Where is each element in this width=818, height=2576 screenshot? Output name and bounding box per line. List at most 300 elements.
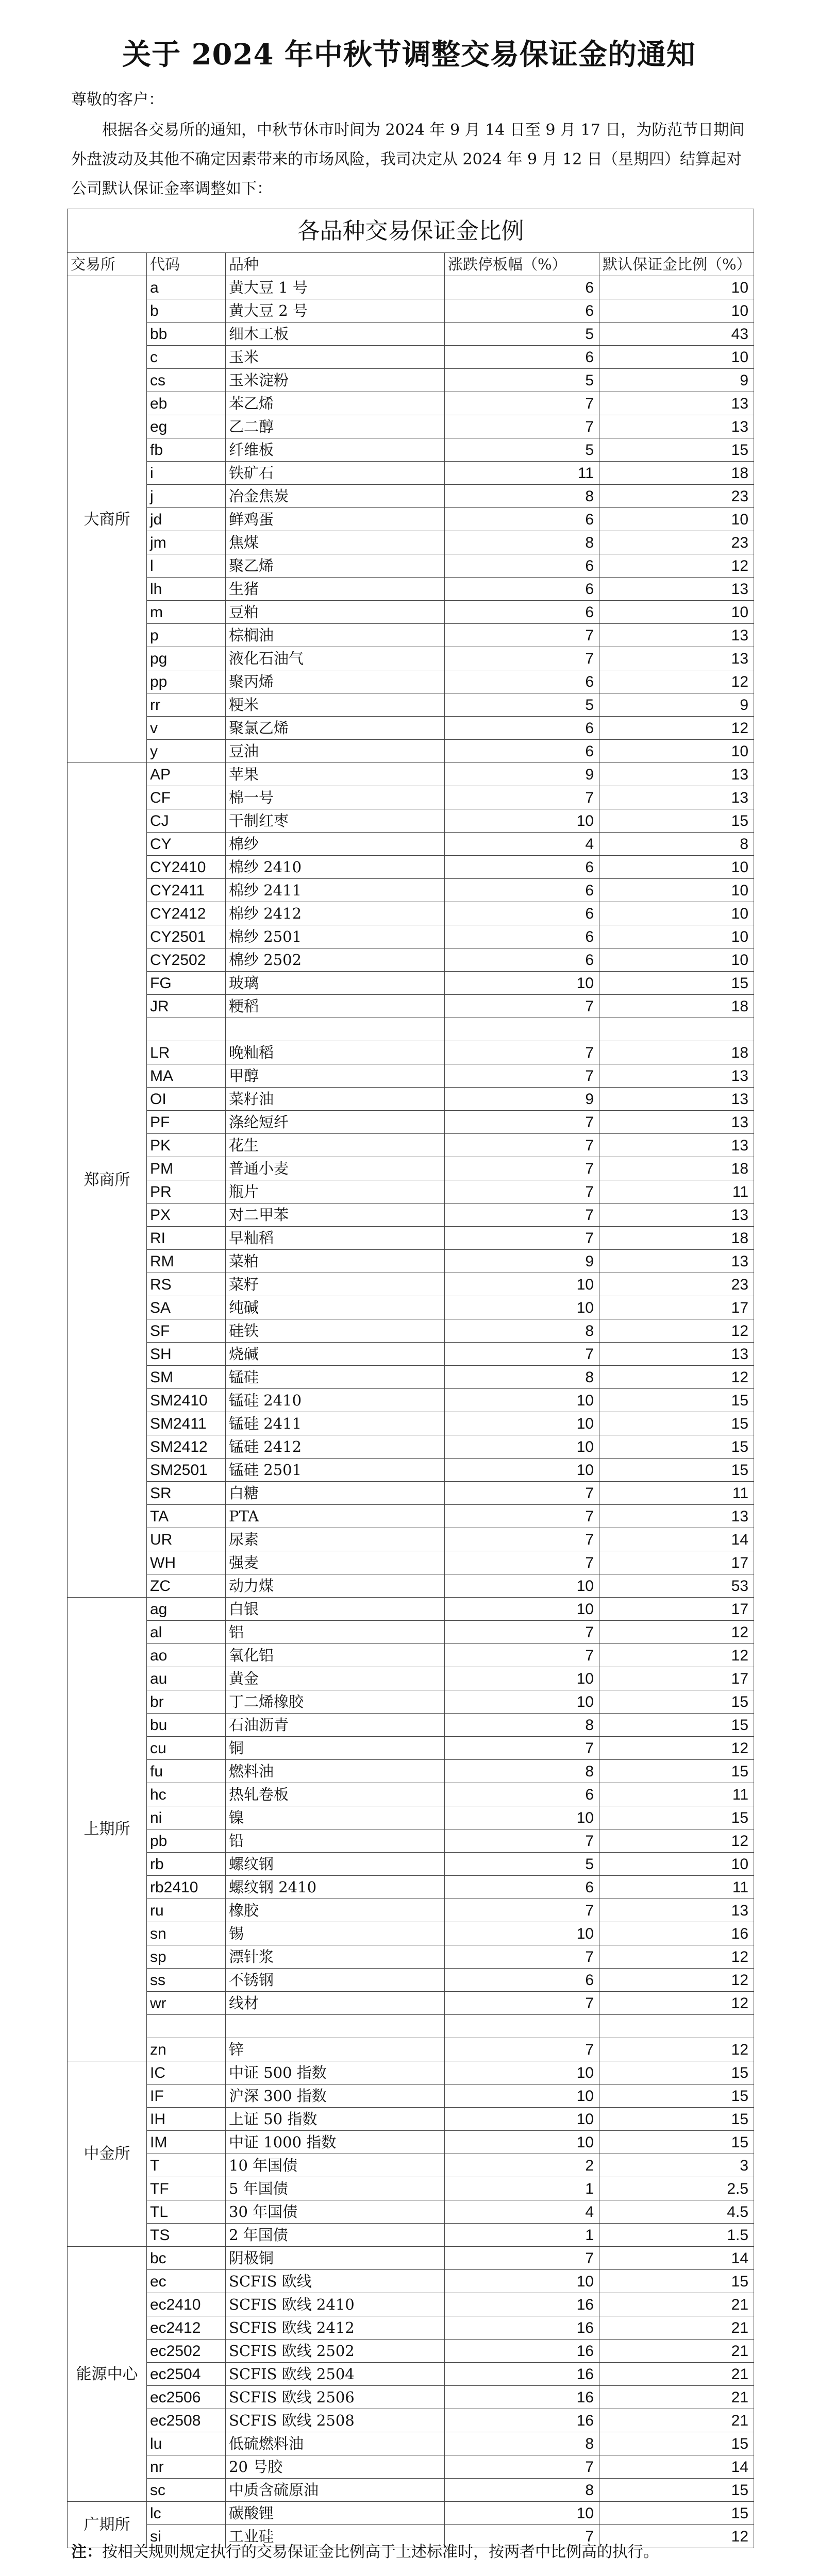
- code-cell: IM: [147, 2131, 226, 2154]
- code-cell: au: [147, 1667, 226, 1690]
- limit-cell: 7: [445, 1899, 599, 1922]
- product-cell: 线材: [226, 1992, 445, 2015]
- margin-table: [67, 209, 754, 2548]
- product-cell: 粳稻: [226, 995, 445, 1018]
- code-cell: j: [147, 485, 226, 508]
- limit-cell: 10: [445, 2084, 599, 2108]
- product-cell: 棉一号: [226, 786, 445, 809]
- code-cell: rb2410: [147, 1876, 226, 1899]
- product-cell: 菜籽油: [226, 1088, 445, 1111]
- limit-cell: 6: [445, 346, 599, 369]
- margin-cell: 15: [599, 1806, 754, 1829]
- limit-cell: 7: [445, 1343, 599, 1366]
- code-cell: [147, 2015, 226, 2038]
- table-row: [68, 1366, 754, 1389]
- limit-cell: 10: [445, 1273, 599, 1296]
- product-cell: 甲醇: [226, 1064, 445, 1088]
- limit-cell: 1: [445, 2177, 599, 2200]
- limit-cell: 7: [445, 1621, 599, 1644]
- table-row: [68, 1598, 754, 1621]
- table-row: [68, 346, 754, 369]
- margin-cell: 15: [599, 972, 754, 995]
- table-row: [68, 2455, 754, 2479]
- code-cell: y: [147, 740, 226, 763]
- limit-cell: 6: [445, 601, 599, 624]
- code-cell: SA: [147, 1296, 226, 1319]
- table-row: [68, 1412, 754, 1435]
- code-cell: nr: [147, 2455, 226, 2479]
- product-cell: 锰硅 2501: [226, 1459, 445, 1482]
- code-cell: hc: [147, 1783, 226, 1806]
- limit-cell: 10: [445, 1667, 599, 1690]
- table-row: [68, 1134, 754, 1157]
- limit-cell: 16: [445, 2386, 599, 2409]
- table-row: [68, 1435, 754, 1459]
- margin-cell: 12: [599, 1829, 754, 1853]
- table-row: [68, 2108, 754, 2131]
- table-row: [68, 1574, 754, 1598]
- product-cell: 黄大豆 1 号: [226, 276, 445, 299]
- product-cell: 铁矿石: [226, 462, 445, 485]
- limit-cell: 10: [445, 1459, 599, 1482]
- limit-cell: 7: [445, 1227, 599, 1250]
- table-row: [68, 554, 754, 578]
- table-row: [68, 1180, 754, 1204]
- product-cell: 玉米淀粉: [226, 369, 445, 392]
- table-row: [68, 1899, 754, 1922]
- code-cell: CY: [147, 833, 226, 856]
- code-cell: sp: [147, 1945, 226, 1969]
- product-cell: 细木工板: [226, 323, 445, 346]
- code-cell: SM2501: [147, 1459, 226, 1482]
- code-cell: TA: [147, 1505, 226, 1528]
- margin-cell: 10: [599, 879, 754, 902]
- margin-cell: 15: [599, 809, 754, 833]
- limit-cell: 10: [445, 1690, 599, 1714]
- code-cell: a: [147, 276, 226, 299]
- table-row: [68, 879, 754, 902]
- limit-cell: 7: [445, 1041, 599, 1064]
- product-cell: 豆油: [226, 740, 445, 763]
- margin-cell: 11: [599, 1482, 754, 1505]
- code-cell: jm: [147, 531, 226, 554]
- margin-cell: 12: [599, 1319, 754, 1343]
- code-cell: FG: [147, 972, 226, 995]
- code-cell: SH: [147, 1343, 226, 1366]
- code-cell: l: [147, 554, 226, 578]
- table-row: [68, 995, 754, 1018]
- exchange-cell: 能源中心: [68, 2247, 147, 2502]
- code-cell: [147, 1018, 226, 1041]
- table-row: [68, 1690, 754, 1714]
- table-row: [68, 1667, 754, 1690]
- code-cell: bc: [147, 2247, 226, 2270]
- limit-cell: 7: [445, 1180, 599, 1204]
- margin-cell: 23: [599, 1273, 754, 1296]
- margin-cell: 17: [599, 1296, 754, 1319]
- margin-cell: 21: [599, 2409, 754, 2432]
- limit-cell: 7: [445, 2525, 599, 2548]
- code-cell: cs: [147, 369, 226, 392]
- margin-cell: 15: [599, 2270, 754, 2293]
- limit-cell: 7: [445, 1134, 599, 1157]
- code-cell: PK: [147, 1134, 226, 1157]
- margin-cell: 10: [599, 925, 754, 948]
- code-cell: ni: [147, 1806, 226, 1829]
- margin-cell: 15: [599, 1459, 754, 1482]
- table-row: [68, 1505, 754, 1528]
- margin-cell: 15: [599, 1412, 754, 1435]
- table-row: [68, 2479, 754, 2502]
- code-cell: ec: [147, 2270, 226, 2293]
- margin-cell: 18: [599, 1041, 754, 1064]
- table-row: [68, 2131, 754, 2154]
- limit-cell: 10: [445, 1598, 599, 1621]
- table-row: [68, 856, 754, 879]
- product-cell: 黄大豆 2 号: [226, 299, 445, 323]
- code-cell: IF: [147, 2084, 226, 2108]
- margin-cell: 10: [599, 1853, 754, 1876]
- table-row: [68, 948, 754, 972]
- limit-cell: 7: [445, 1111, 599, 1134]
- code-cell: si: [147, 2525, 226, 2548]
- limit-cell: 6: [445, 948, 599, 972]
- margin-cell: 12: [599, 1621, 754, 1644]
- limit-cell: 4: [445, 2200, 599, 2224]
- code-cell: pp: [147, 670, 226, 693]
- table-row: [68, 1714, 754, 1737]
- table-row: [68, 1806, 754, 1829]
- product-cell: 螺纹钢 2410: [226, 1876, 445, 1899]
- margin-cell: 18: [599, 462, 754, 485]
- product-cell: SCFIS 欧线 2504: [226, 2363, 445, 2386]
- margin-cell: 13: [599, 392, 754, 415]
- table-row: [68, 2084, 754, 2108]
- table-row: [68, 1644, 754, 1667]
- margin-cell: 12: [599, 1992, 754, 2015]
- product-cell: 对二甲苯: [226, 1204, 445, 1227]
- margin-cell: 11: [599, 1876, 754, 1899]
- limit-cell: 8: [445, 2432, 599, 2455]
- table-row: [68, 508, 754, 531]
- product-cell: 苯乙烯: [226, 392, 445, 415]
- margin-cell: 13: [599, 1204, 754, 1227]
- limit-cell: 10: [445, 972, 599, 995]
- table-row: [68, 1319, 754, 1343]
- table-row: [68, 1922, 754, 1945]
- product-cell: 棉纱 2411: [226, 879, 445, 902]
- table-row: [68, 1227, 754, 1250]
- product-cell: 花生: [226, 1134, 445, 1157]
- product-cell: 橡胶: [226, 1899, 445, 1922]
- code-cell: PM: [147, 1157, 226, 1180]
- product-cell: 聚乙烯: [226, 554, 445, 578]
- code-cell: TL: [147, 2200, 226, 2224]
- table-row: [68, 1992, 754, 2015]
- limit-cell: 7: [445, 1551, 599, 1574]
- code-cell: pb: [147, 1829, 226, 1853]
- product-cell: 纯碱: [226, 1296, 445, 1319]
- code-cell: pg: [147, 647, 226, 670]
- intro-paragraph: 根据各交易所的通知，中秋节休市时间为 2024 年 9 月 14 日至 9 月 17 日，为防范节日期间外盘波动及其他不确定因素带来的市场风险，我司决定从 2024 年 9 月 12 日（星期四）结算起对公司默认保证金率调整如下：: [71, 121, 745, 198]
- product-cell: 焦煤: [226, 531, 445, 554]
- code-cell: SM2410: [147, 1389, 226, 1412]
- product-cell: 上证 50 指数: [226, 2108, 445, 2131]
- product-cell: 普通小麦: [226, 1157, 445, 1180]
- margin-cell: 2.5: [599, 2177, 754, 2200]
- table-row: [68, 833, 754, 856]
- code-cell: rr: [147, 693, 226, 717]
- product-cell: 中质含硫原油: [226, 2479, 445, 2502]
- limit-cell: 7: [445, 624, 599, 647]
- limit-cell: 10: [445, 1412, 599, 1435]
- code-cell: SM: [147, 1366, 226, 1389]
- limit-cell: 7: [445, 1945, 599, 1969]
- margin-cell: 8: [599, 833, 754, 856]
- code-cell: CJ: [147, 809, 226, 833]
- limit-cell: 8: [445, 1319, 599, 1343]
- margin-cell: 13: [599, 1088, 754, 1111]
- code-cell: sn: [147, 1922, 226, 1945]
- limit-cell: 6: [445, 740, 599, 763]
- note-lead: 注：: [71, 2543, 102, 2561]
- limit-cell: 7: [445, 415, 599, 438]
- margin-cell: 9: [599, 693, 754, 717]
- limit-cell: 7: [445, 2038, 599, 2061]
- product-cell: 热轧卷板: [226, 1783, 445, 1806]
- table-row: [68, 1853, 754, 1876]
- code-cell: lu: [147, 2432, 226, 2455]
- product-cell: SCFIS 欧线 2502: [226, 2340, 445, 2363]
- limit-cell: 10: [445, 809, 599, 833]
- limit-cell: 10: [445, 1296, 599, 1319]
- margin-cell: 12: [599, 554, 754, 578]
- margin-cell: 10: [599, 740, 754, 763]
- table-row: [68, 369, 754, 392]
- product-cell: 棉纱 2501: [226, 925, 445, 948]
- margin-cell: 15: [599, 438, 754, 462]
- margin-cell: 14: [599, 2455, 754, 2479]
- table-row: [68, 1528, 754, 1551]
- limit-cell: 10: [445, 2108, 599, 2131]
- table-row: [68, 2224, 754, 2247]
- product-cell: 碳酸锂: [226, 2502, 445, 2525]
- code-cell: CY2412: [147, 902, 226, 925]
- product-cell: 菜粕: [226, 1250, 445, 1273]
- product-cell: 低硫燃料油: [226, 2432, 445, 2455]
- table-row: [68, 925, 754, 948]
- table-row: [68, 1343, 754, 1366]
- code-cell: SR: [147, 1482, 226, 1505]
- product-cell: 乙二醇: [226, 415, 445, 438]
- product-cell: [226, 2015, 445, 2038]
- table-row: [68, 1389, 754, 1412]
- table-header-row: [68, 253, 754, 276]
- code-cell: bu: [147, 1714, 226, 1737]
- limit-cell: 6: [445, 1969, 599, 1992]
- table-row: [68, 1760, 754, 1783]
- code-cell: IC: [147, 2061, 226, 2084]
- margin-cell: 10: [599, 276, 754, 299]
- code-cell: ec2412: [147, 2316, 226, 2340]
- header-margin: 默认保证金比例（%）: [599, 253, 754, 276]
- code-cell: fb: [147, 438, 226, 462]
- limit-cell: [445, 1018, 599, 1041]
- code-cell: ao: [147, 1644, 226, 1667]
- code-cell: al: [147, 1621, 226, 1644]
- table-caption: 各品种交易保证金比例: [68, 209, 754, 253]
- code-cell: ru: [147, 1899, 226, 1922]
- margin-cell: 21: [599, 2386, 754, 2409]
- margin-cell: 13: [599, 763, 754, 786]
- table-row: [68, 485, 754, 508]
- product-cell: 玉米: [226, 346, 445, 369]
- margin-cell: 10: [599, 346, 754, 369]
- limit-cell: 8: [445, 1760, 599, 1783]
- limit-cell: 16: [445, 2363, 599, 2386]
- product-cell: 强麦: [226, 1551, 445, 1574]
- product-cell: 尿素: [226, 1528, 445, 1551]
- table-row: [68, 2340, 754, 2363]
- product-cell: 晚籼稻: [226, 1041, 445, 1064]
- salutation: 尊敬的客户：: [71, 91, 164, 109]
- product-cell: 10 年国债: [226, 2154, 445, 2177]
- code-cell: CY2502: [147, 948, 226, 972]
- limit-cell: 1: [445, 2224, 599, 2247]
- table-row: [68, 972, 754, 995]
- product-cell: 纤维板: [226, 438, 445, 462]
- limit-cell: 6: [445, 554, 599, 578]
- code-cell: v: [147, 717, 226, 740]
- margin-cell: 15: [599, 1690, 754, 1714]
- code-cell: ec2502: [147, 2340, 226, 2363]
- limit-cell: 7: [445, 1644, 599, 1667]
- table-row: [68, 1783, 754, 1806]
- limit-cell: 9: [445, 1088, 599, 1111]
- product-cell: 镍: [226, 1806, 445, 1829]
- code-cell: sc: [147, 2479, 226, 2502]
- product-cell: 聚丙烯: [226, 670, 445, 693]
- product-cell: 工业硅: [226, 2525, 445, 2548]
- margin-cell: 18: [599, 1157, 754, 1180]
- table-row: [68, 2270, 754, 2293]
- code-cell: br: [147, 1690, 226, 1714]
- limit-cell: 7: [445, 2247, 599, 2270]
- code-cell: JR: [147, 995, 226, 1018]
- table-row: [68, 717, 754, 740]
- margin-cell: 13: [599, 415, 754, 438]
- product-cell: 中证 500 指数: [226, 2061, 445, 2084]
- table-row: [68, 2200, 754, 2224]
- margin-cell: 15: [599, 2479, 754, 2502]
- product-cell: 棕榈油: [226, 624, 445, 647]
- table-row: [68, 2015, 754, 2038]
- limit-cell: 6: [445, 578, 599, 601]
- product-cell: 丁二烯橡胶: [226, 1690, 445, 1714]
- product-cell: 沪深 300 指数: [226, 2084, 445, 2108]
- margin-cell: 13: [599, 647, 754, 670]
- margin-cell: 1.5: [599, 2224, 754, 2247]
- code-cell: jd: [147, 508, 226, 531]
- product-cell: 涤纶短纤: [226, 1111, 445, 1134]
- table-row: [68, 2061, 754, 2084]
- product-cell: [226, 1018, 445, 1041]
- code-cell: T: [147, 2154, 226, 2177]
- limit-cell: 6: [445, 299, 599, 323]
- product-cell: 棉纱 2502: [226, 948, 445, 972]
- header-exchange: 交易所: [68, 253, 147, 276]
- table-row: [68, 786, 754, 809]
- margin-cell: 15: [599, 2108, 754, 2131]
- code-cell: i: [147, 462, 226, 485]
- product-cell: 2 年国债: [226, 2224, 445, 2247]
- header-product: 品种: [226, 253, 445, 276]
- notice-title: 关于 2024 年中秋节调整交易保证金的通知: [122, 38, 696, 72]
- table-row: [68, 1482, 754, 1505]
- margin-cell: 13: [599, 624, 754, 647]
- product-cell: 菜籽: [226, 1273, 445, 1296]
- exchange-cell: 广期所: [68, 2502, 147, 2548]
- note-text: 按相关规则规定执行的交易保证金比例高于上述标准时，按两者中比例高的执行。: [102, 2543, 659, 2561]
- table-row: [68, 2316, 754, 2340]
- limit-cell: 7: [445, 995, 599, 1018]
- exchange-cell: 郑商所: [68, 763, 147, 1598]
- margin-cell: 21: [599, 2293, 754, 2316]
- table-row: [68, 2293, 754, 2316]
- margin-cell: 21: [599, 2363, 754, 2386]
- limit-cell: 5: [445, 1853, 599, 1876]
- limit-cell: 10: [445, 2061, 599, 2084]
- code-cell: IH: [147, 2108, 226, 2131]
- margin-cell: [599, 2015, 754, 2038]
- exchange-cell: 中金所: [68, 2061, 147, 2247]
- margin-cell: 10: [599, 856, 754, 879]
- exchange-cell: 大商所: [68, 276, 147, 763]
- margin-cell: 9: [599, 369, 754, 392]
- margin-cell: 15: [599, 1435, 754, 1459]
- code-cell: CY2410: [147, 856, 226, 879]
- code-cell: SM2412: [147, 1435, 226, 1459]
- table-row: [68, 1018, 754, 1041]
- limit-cell: 16: [445, 2293, 599, 2316]
- limit-cell: 10: [445, 1806, 599, 1829]
- limit-cell: 7: [445, 1482, 599, 1505]
- limit-cell: 10: [445, 1922, 599, 1945]
- table-row: [68, 2154, 754, 2177]
- code-cell: ec2504: [147, 2363, 226, 2386]
- product-cell: 苹果: [226, 763, 445, 786]
- table-row: [68, 415, 754, 438]
- limit-cell: 7: [445, 1737, 599, 1760]
- margin-cell: 13: [599, 1250, 754, 1273]
- limit-cell: 6: [445, 1876, 599, 1899]
- code-cell: c: [147, 346, 226, 369]
- code-cell: cu: [147, 1737, 226, 1760]
- margin-cell: 12: [599, 1945, 754, 1969]
- product-cell: 螺纹钢: [226, 1853, 445, 1876]
- limit-cell: 10: [445, 1389, 599, 1412]
- code-cell: RI: [147, 1227, 226, 1250]
- limit-cell: 16: [445, 2316, 599, 2340]
- margin-cell: 11: [599, 1783, 754, 1806]
- product-cell: 30 年国债: [226, 2200, 445, 2224]
- limit-cell: 7: [445, 392, 599, 415]
- margin-cell: 13: [599, 1505, 754, 1528]
- product-cell: 锰硅 2410: [226, 1389, 445, 1412]
- table-row: [68, 1204, 754, 1227]
- limit-cell: 10: [445, 2270, 599, 2293]
- margin-cell: 18: [599, 995, 754, 1018]
